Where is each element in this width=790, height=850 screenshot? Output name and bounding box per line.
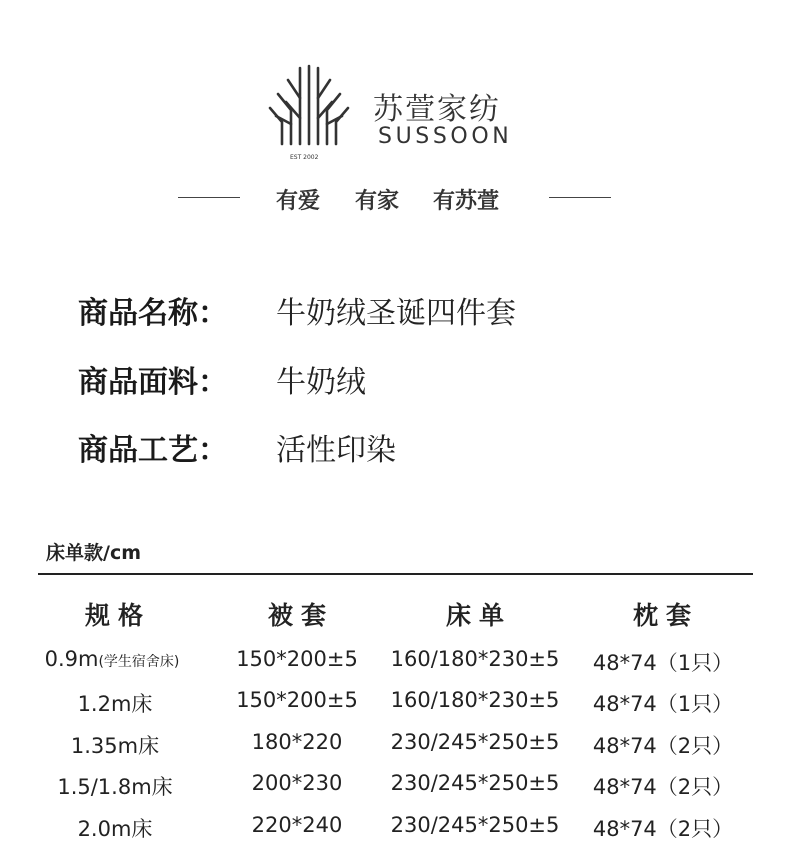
table-cell-pillow: 48*74（1只） bbox=[592, 692, 734, 716]
table-cell-spec: 2.0m床 bbox=[77, 817, 153, 841]
table-cell-duvet: 220*240 bbox=[251, 813, 343, 837]
table-cell-duvet: 150*200±5 bbox=[236, 647, 358, 671]
logo-est-text: EST 2002 bbox=[290, 154, 319, 161]
brand-name-english: SUSSOON bbox=[378, 124, 513, 149]
table-cell-pillow: 48*74（1只） bbox=[592, 651, 734, 675]
table-cell-duvet: 200*230 bbox=[251, 771, 343, 795]
size-table-rule bbox=[38, 573, 753, 575]
table-header-pillow: 枕套 bbox=[632, 601, 700, 630]
size-table-title: 床单款/cm bbox=[46, 542, 142, 564]
table-cell-sheet: 230/245*250±5 bbox=[390, 771, 560, 795]
info-value: 活性印染 bbox=[276, 433, 396, 468]
table-cell-pillow: 48*74（2只） bbox=[592, 775, 734, 799]
table-cell-spec: 0.9m(学生宿舍床) bbox=[44, 647, 180, 671]
table-cell-sheet: 160/180*230±5 bbox=[390, 647, 560, 671]
table-cell-spec: 1.2m床 bbox=[77, 692, 153, 716]
slogan-love: 有爱 bbox=[276, 189, 321, 214]
table-cell-pillow: 48*74（2只） bbox=[592, 817, 734, 841]
brand-name-chinese: 苏萱家纺 bbox=[373, 92, 501, 127]
table-cell-spec: 1.5/1.8m床 bbox=[57, 775, 173, 799]
table-header-spec: 规格 bbox=[84, 601, 152, 630]
table-cell-spec: 1.35m床 bbox=[70, 734, 160, 758]
info-label: 商品面料： bbox=[78, 365, 228, 400]
info-label: 商品工艺： bbox=[78, 433, 228, 468]
table-cell-sheet: 230/245*250±5 bbox=[390, 730, 560, 754]
table-cell-spec-note: (学生宿舍床) bbox=[98, 654, 180, 670]
table-cell-duvet: 180*220 bbox=[251, 730, 343, 754]
table-cell-pillow: 48*74（2只） bbox=[592, 734, 734, 758]
slogan-home: 有家 bbox=[355, 189, 400, 214]
slogan-divider-left bbox=[178, 197, 240, 198]
table-header-duvet: 被套 bbox=[267, 601, 335, 630]
slogan-divider-right bbox=[549, 197, 611, 198]
brand-tree-logo bbox=[264, 62, 354, 162]
info-label: 商品名称： bbox=[78, 296, 228, 331]
table-header-sheet: 床单 bbox=[445, 601, 513, 630]
table-cell-sheet: 160/180*230±5 bbox=[390, 688, 560, 712]
table-cell-duvet: 150*200±5 bbox=[236, 688, 358, 712]
slogan-sussoon: 有苏萱 bbox=[433, 189, 500, 214]
info-value: 牛奶绒圣诞四件套 bbox=[276, 296, 516, 331]
info-value: 牛奶绒 bbox=[276, 365, 366, 400]
table-cell-sheet: 230/245*250±5 bbox=[390, 813, 560, 837]
